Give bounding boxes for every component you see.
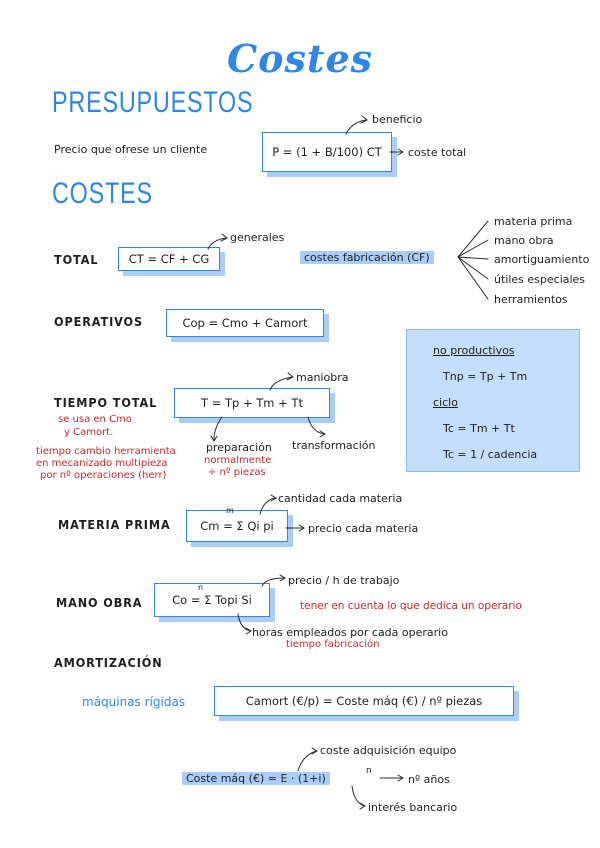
tc-formula-2: Tc = 1 / cadencia [443, 448, 538, 461]
cantidad-label: cantidad cada materia [278, 492, 403, 505]
coste-maq-formula [182, 772, 330, 785]
tiempo-note-3: por nº operaciones (herr) [40, 470, 167, 481]
page-title: Costes [226, 36, 374, 81]
fab-item-5: herramientos [494, 293, 568, 306]
tiempo-note-1: tiempo cambio herramienta [36, 446, 176, 457]
horas-label: horas empleados por cada operario [252, 626, 448, 639]
beneficio-label: beneficio [372, 113, 423, 126]
materia-prima-label: MATERIA PRIMA [58, 517, 171, 532]
fab-item-4: útiles especiales [494, 273, 586, 286]
tener-en-cuenta-note: tener en cuenta lo que dedica un operario [300, 600, 522, 612]
materia-prima-formula-box: Cm = Σ Qi pi [186, 510, 288, 542]
total-label: TOTAL [54, 252, 99, 267]
tc-formula-1: Tc = Tm + Tt [443, 422, 515, 435]
adquisicion-label: coste adquisición equipo [320, 744, 457, 757]
ciclo-label: ciclo [433, 396, 458, 409]
section-costes-heading: COSTES [52, 177, 153, 210]
total-formula-box: CT = CF + CG [118, 247, 220, 271]
operativos-formula-box: Cop = Cmo + Camort [166, 309, 324, 337]
generales-label: generales [230, 231, 285, 244]
fabricacion-label [300, 251, 434, 264]
transformacion-label: transformación [292, 439, 376, 452]
tiempo-total-label: TIEMPO TOTAL [54, 395, 158, 410]
amortizacion-formula-box: Camort (€/p) = Coste máq (€) / nº piezas [214, 686, 514, 716]
tiempo-fabricacion-note: tiempo fabricación [286, 639, 380, 650]
fab-item-3: amortiguamiento [494, 253, 590, 266]
fabricacion-highlight: costes fabricación (CF) [300, 251, 434, 264]
precio-materia-label: precio cada materia [308, 522, 419, 535]
n-anos-label: nº años [408, 773, 450, 786]
maquinas-rigidas-label: máquinas rígidas [82, 695, 186, 709]
se-usa-note-2: y Camort. [64, 427, 114, 438]
normalmente-note-2: ÷ nº piezas [208, 467, 266, 478]
precio-label: Precio que ofrese un cliente [54, 143, 208, 156]
tnp-formula: Tnp = Tp + Tm [443, 370, 528, 383]
no-productivos-label: no productivos [433, 344, 515, 357]
section-presupuestos-heading: PRESUPUESTOS [52, 86, 254, 119]
coste-total-label: coste total [408, 146, 467, 159]
normalmente-note-1: normalmente [204, 455, 272, 466]
mano-sum-sup: n [198, 583, 204, 592]
preparacion-label: preparación [206, 441, 272, 454]
coste-maq-highlight: Coste máq (€) = E · (1+i) [182, 772, 330, 785]
fab-item-2: mano obra [494, 234, 554, 247]
tiempo-total-formula-box: T = Tp + Tm + Tt [174, 388, 330, 418]
precio-h-label: precio / h de trabajo [288, 574, 400, 587]
maniobra-label: maniobra [296, 371, 349, 384]
operativos-label: OPERATIVOS [54, 314, 144, 329]
coste-maq-exp: n [366, 766, 372, 776]
mano-obra-formula-box: Co = Σ Topi Si [154, 583, 270, 617]
interes-label: interés bancario [368, 801, 458, 814]
materia-sum-sup: m [226, 506, 234, 515]
amortizacion-label: AMORTIZACIÓN [54, 655, 163, 670]
tiempo-note-2: en mecanizado multipieza [36, 458, 168, 469]
tiempos-panel [406, 329, 580, 472]
mano-obra-label: MANO OBRA [56, 595, 143, 610]
se-usa-note-1: se usa en Cmo [58, 414, 132, 425]
fab-item-1: materia prima [494, 215, 573, 228]
price-formula-box: P = (1 + B/100) CT [262, 132, 392, 172]
